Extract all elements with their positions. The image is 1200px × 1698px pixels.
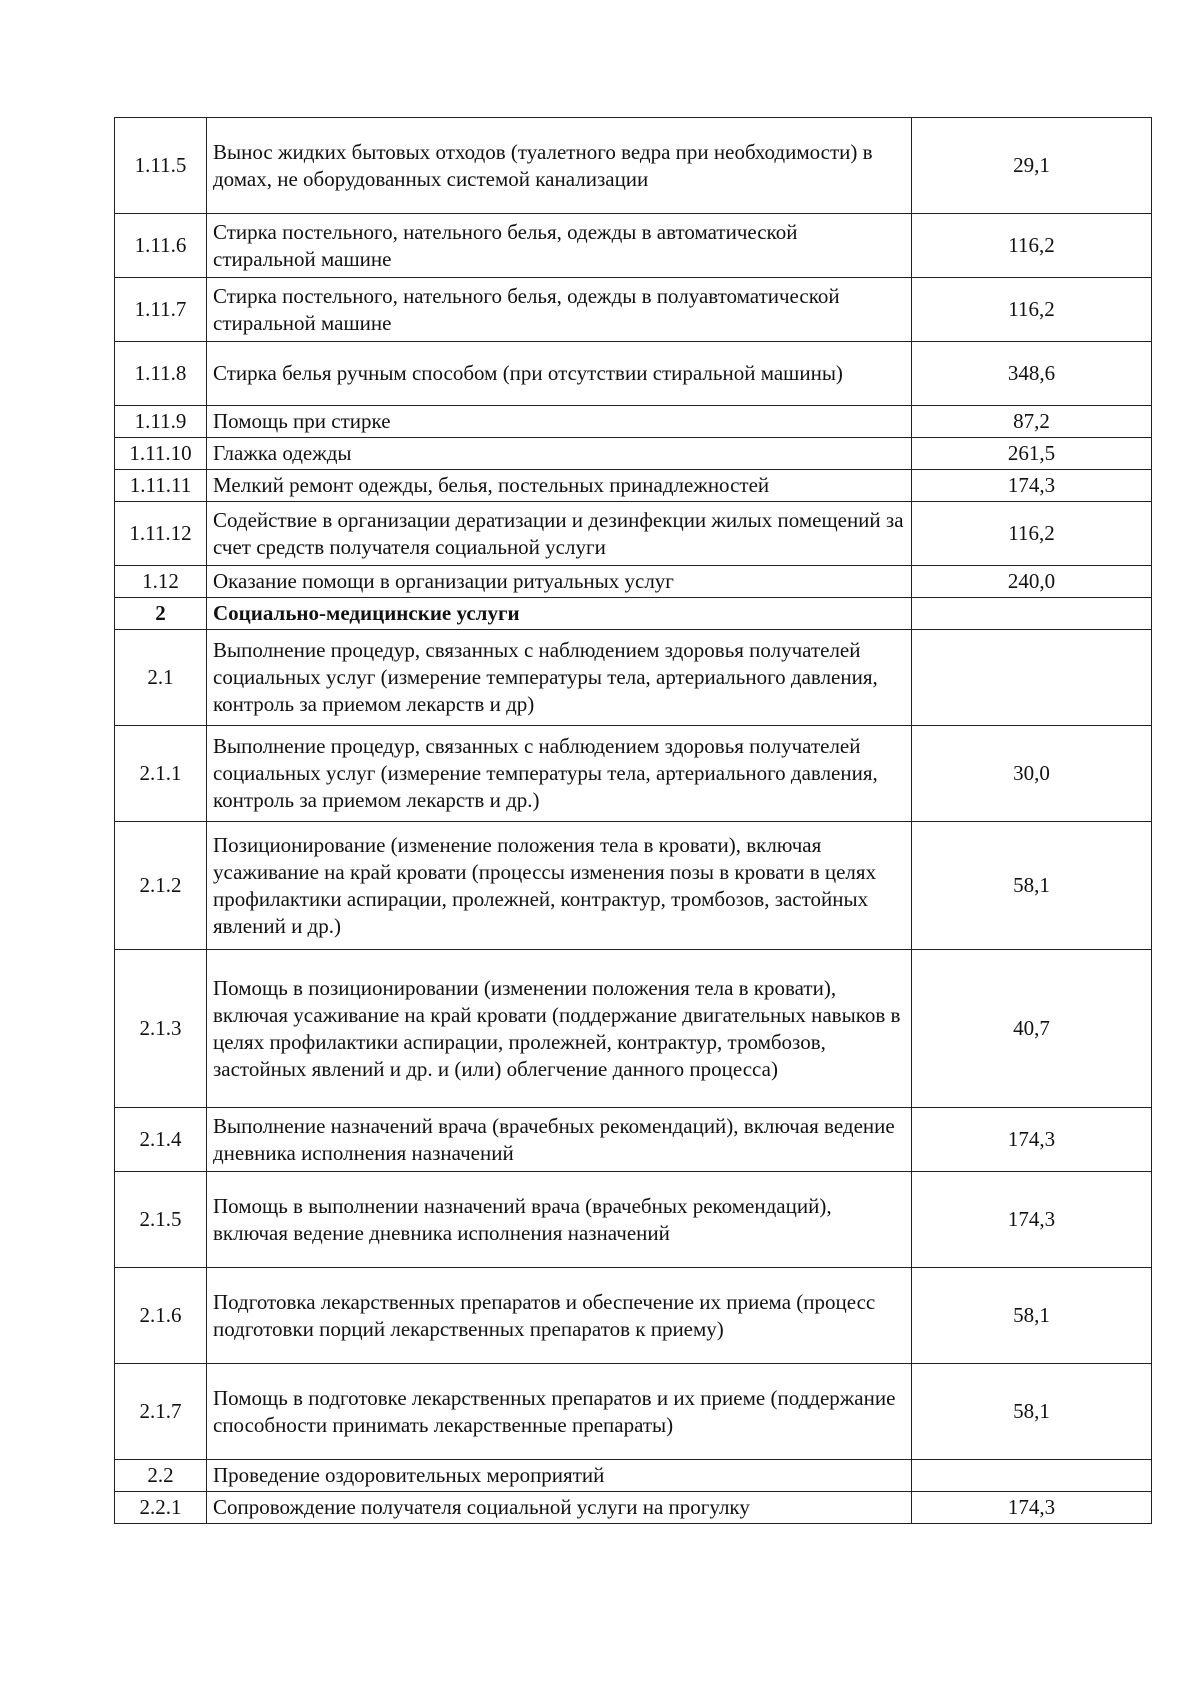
- service-name: Выполнение назначений врача (врачебных рекомендаций), включая ведение дневника исполнения назначений: [207, 1108, 912, 1172]
- table-row: [115, 470, 1152, 502]
- service-name: Стирка постельного, нательного белья, одежды в автоматической стиральной машине: [207, 214, 912, 278]
- service-name: Подготовка лекарственных препаратов и обеспечение их приема (процесс подготовки порций лекарственных препаратов к приему): [207, 1268, 912, 1364]
- service-name: Помощь в выполнении назначений врача (врачебных рекомендаций), включая ведение дневника исполнения назначений: [207, 1172, 912, 1268]
- row-number: 2: [115, 598, 207, 630]
- service-name: Помощь в подготовке лекарственных препаратов и их приеме (поддержание способности принимать лекарственные препараты): [207, 1364, 912, 1460]
- table-row: [115, 630, 1152, 726]
- services-table: [114, 117, 1152, 1524]
- table-row: [115, 1492, 1152, 1524]
- service-price: 240,0: [912, 566, 1152, 598]
- service-price: [912, 598, 1152, 630]
- service-name: Позиционирование (изменение положения тела в кровати), включая усаживание на край кровати (процессы изменения позы в кровати в целях профилактики аспирации, пролежней, контрактур, тромбозов, застойных явлений и др.): [207, 822, 912, 950]
- service-name: Вынос жидких бытовых отходов (туалетного ведра при необходимости) в домах, не оборудованных системой канализации: [207, 118, 912, 214]
- table-row: [115, 598, 1152, 630]
- row-number: 2.2: [115, 1460, 207, 1492]
- service-name: Содействие в организации дератизации и дезинфекции жилых помещений за счет средств получателя социальной услуги: [207, 502, 912, 566]
- table-row: [115, 1172, 1152, 1268]
- table-row: [115, 342, 1152, 406]
- row-number: 1.11.10: [115, 438, 207, 470]
- row-number: 1.11.11: [115, 470, 207, 502]
- row-number: 2.1.7: [115, 1364, 207, 1460]
- row-number: 1.11.8: [115, 342, 207, 406]
- service-name: Выполнение процедур, связанных с наблюдением здоровья получателей социальных услуг (измерение температуры тела, артериального давления, контроль за приемом лекарств и др): [207, 630, 912, 726]
- service-name: Выполнение процедур, связанных с наблюдением здоровья получателей социальных услуг (измерение температуры тела, артериального давления, контроль за приемом лекарств и др.): [207, 726, 912, 822]
- table-row: [115, 566, 1152, 598]
- service-price: 348,6: [912, 342, 1152, 406]
- service-price: 58,1: [912, 1268, 1152, 1364]
- service-price: 87,2: [912, 406, 1152, 438]
- service-price: 174,3: [912, 1492, 1152, 1524]
- table-row: [115, 438, 1152, 470]
- row-number: 2.1.3: [115, 950, 207, 1108]
- row-number: 2.1.4: [115, 1108, 207, 1172]
- service-price: 58,1: [912, 1364, 1152, 1460]
- service-price: 40,7: [912, 950, 1152, 1108]
- service-price: 30,0: [912, 726, 1152, 822]
- service-price: 116,2: [912, 502, 1152, 566]
- service-price: 174,3: [912, 470, 1152, 502]
- service-name: Оказание помощи в организации ритуальных услуг: [207, 566, 912, 598]
- service-price: 29,1: [912, 118, 1152, 214]
- row-number: 1.11.7: [115, 278, 207, 342]
- service-price: [912, 630, 1152, 726]
- service-name: Социально-медицинские услуги: [207, 598, 912, 630]
- table-row: [115, 1108, 1152, 1172]
- row-number: 1.11.9: [115, 406, 207, 438]
- service-price: 261,5: [912, 438, 1152, 470]
- row-number: 2.1.2: [115, 822, 207, 950]
- table-row: [115, 726, 1152, 822]
- row-number: 2.1.5: [115, 1172, 207, 1268]
- row-number: 2.1: [115, 630, 207, 726]
- service-price: 174,3: [912, 1108, 1152, 1172]
- row-number: 2.1.6: [115, 1268, 207, 1364]
- service-name: Помощь при стирке: [207, 406, 912, 438]
- table-row: [115, 278, 1152, 342]
- service-name: Стирка белья ручным способом (при отсутствии стиральной машины): [207, 342, 912, 406]
- table-row: [115, 1460, 1152, 1492]
- service-price: 116,2: [912, 214, 1152, 278]
- service-name: Мелкий ремонт одежды, белья, постельных принадлежностей: [207, 470, 912, 502]
- service-price: 116,2: [912, 278, 1152, 342]
- table-row: [115, 950, 1152, 1108]
- row-number: 2.1.1: [115, 726, 207, 822]
- service-price: 58,1: [912, 822, 1152, 950]
- service-price: [912, 1460, 1152, 1492]
- table-row: [115, 502, 1152, 566]
- table-row: [115, 118, 1152, 214]
- service-name: Сопровождение получателя социальной услуги на прогулку: [207, 1492, 912, 1524]
- row-number: 2.2.1: [115, 1492, 207, 1524]
- row-number: 1.11.12: [115, 502, 207, 566]
- table-row: [115, 822, 1152, 950]
- row-number: 1.11.6: [115, 214, 207, 278]
- service-price: 174,3: [912, 1172, 1152, 1268]
- row-number: 1.12: [115, 566, 207, 598]
- table-row: [115, 214, 1152, 278]
- row-number: 1.11.5: [115, 118, 207, 214]
- service-name: Проведение оздоровительных мероприятий: [207, 1460, 912, 1492]
- table-row: [115, 1364, 1152, 1460]
- service-name: Глажка одежды: [207, 438, 912, 470]
- table-row: [115, 406, 1152, 438]
- table-row: [115, 1268, 1152, 1364]
- service-name: Стирка постельного, нательного белья, одежды в полуавтоматической стиральной машине: [207, 278, 912, 342]
- service-name: Помощь в позиционировании (изменении положения тела в кровати), включая усаживание на край кровати (поддержание двигательных навыков в целях профилактики аспирации, пролежней, контрактур, тромбозов, застойных явлений и др. и (или) облегчение данного процесса): [207, 950, 912, 1108]
